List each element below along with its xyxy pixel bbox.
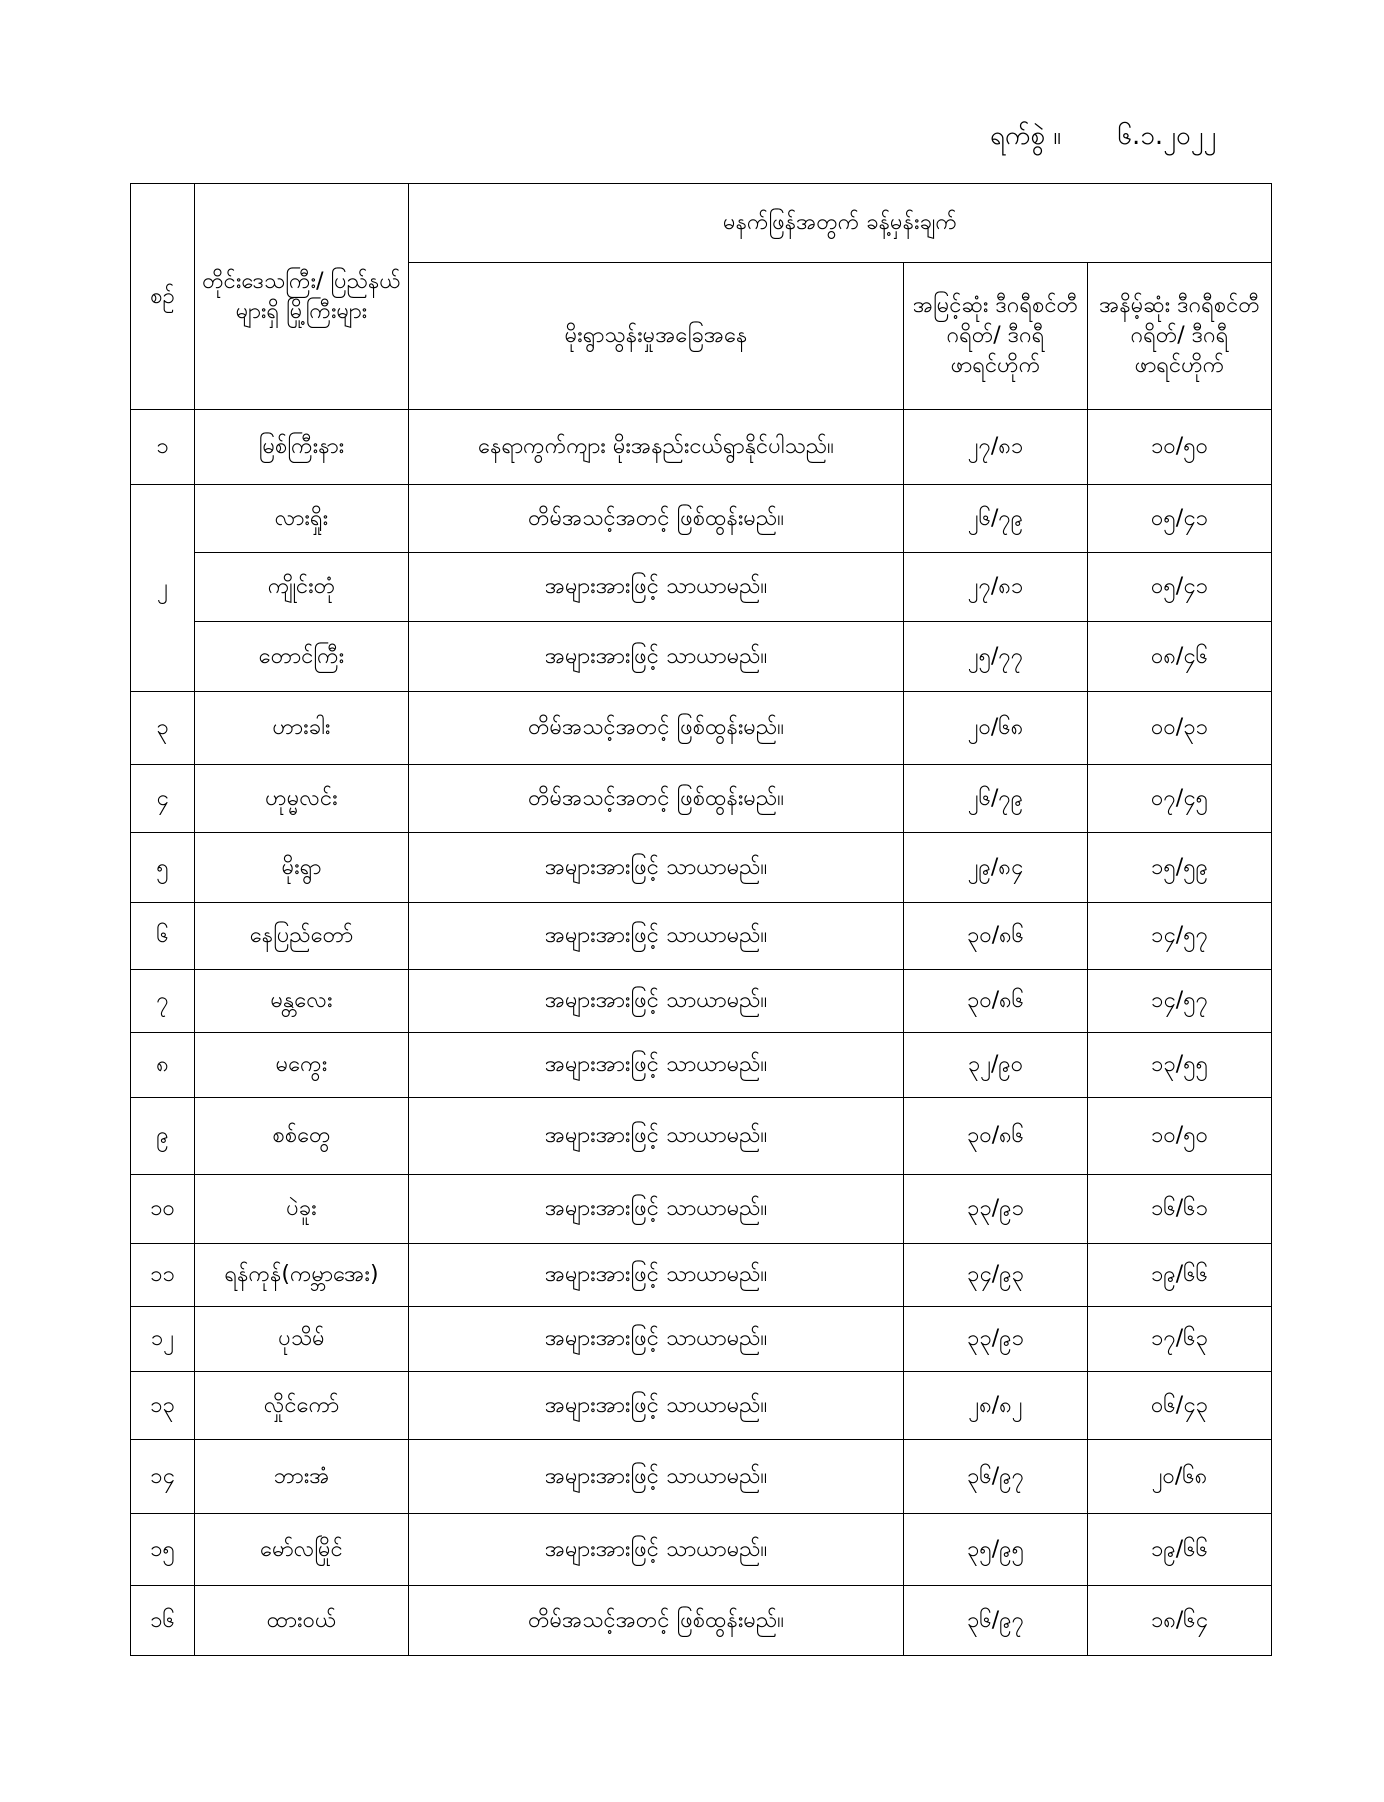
table-row <box>131 833 1272 903</box>
cell-max-temp: ၃၀/၈၆ <box>904 903 1088 970</box>
cell-max-temp: ၃၃/၉၁ <box>904 1307 1088 1372</box>
cell-min-temp: ၁၀/၅၀ <box>1088 410 1272 485</box>
cell-serial: ၁ <box>131 410 195 485</box>
cell-serial: ၈ <box>131 1033 195 1098</box>
cell-condition: အများအားဖြင့် သာယာမည်။ <box>409 622 904 692</box>
cell-max-temp: ၃၀/၈၆ <box>904 1098 1088 1175</box>
forecast-table <box>130 183 1272 1656</box>
table-row <box>131 410 1272 485</box>
cell-city: ရန်ကုန်(ကမ္ဘာအေး) <box>195 1244 409 1307</box>
cell-condition: တိမ်အသင့်အတင့် ဖြစ်ထွန်းမည်။ <box>409 1586 904 1656</box>
cell-city: ကျိုင်းတုံ <box>195 553 409 622</box>
cell-condition: တိမ်အသင့်အတင့် ဖြစ်ထွန်းမည်။ <box>409 485 904 553</box>
cell-city: ဟုမ္မလင်း <box>195 765 409 833</box>
forecast-table-body <box>131 410 1272 1656</box>
cell-max-temp: ၂၉/၈၄ <box>904 833 1088 903</box>
cell-min-temp: ၁၃/၅၅ <box>1088 1033 1272 1098</box>
cell-city: လားရှိုး <box>195 485 409 553</box>
table-row <box>131 622 1272 692</box>
cell-serial: ၁၄ <box>131 1440 195 1514</box>
cell-serial: ၆ <box>131 903 195 970</box>
cell-serial: ၅ <box>131 833 195 903</box>
table-row <box>131 1514 1272 1586</box>
cell-condition: အများအားဖြင့် သာယာမည်။ <box>409 1372 904 1440</box>
cell-city: မိုးရွာ <box>195 833 409 903</box>
cell-min-temp: ၀၇/၄၅ <box>1088 765 1272 833</box>
cell-max-temp: ၃၄/၉၃ <box>904 1244 1088 1307</box>
cell-city: မြစ်ကြီးနား <box>195 410 409 485</box>
cell-serial: ၁၂ <box>131 1307 195 1372</box>
table-row <box>131 765 1272 833</box>
cell-serial: ၁၆ <box>131 1586 195 1656</box>
table-row <box>131 903 1272 970</box>
cell-serial: ၉ <box>131 1098 195 1175</box>
col-header-max-temp: အမြင့်ဆုံး ဒီဂရီစင်တီဂရိတ်/ ဒီဂရီဖာရင်ဟိုက် <box>904 263 1088 410</box>
cell-city: ဘားအံ <box>195 1440 409 1514</box>
cell-min-temp: ၁၄/၅၇ <box>1088 970 1272 1033</box>
col-header-condition: မိုးရွာသွန်းမှုအခြေအနေ <box>409 263 904 410</box>
cell-max-temp: ၂၅/၇၇ <box>904 622 1088 692</box>
cell-condition: အများအားဖြင့် သာယာမည်။ <box>409 903 904 970</box>
table-row <box>131 692 1272 765</box>
cell-condition: အများအားဖြင့် သာယာမည်။ <box>409 1307 904 1372</box>
cell-min-temp: ၂၀/၆၈ <box>1088 1440 1272 1514</box>
cell-min-temp: ၀၆/၄၃ <box>1088 1372 1272 1440</box>
cell-city: စစ်တွေ <box>195 1098 409 1175</box>
cell-min-temp: ၁၉/၆၆ <box>1088 1244 1272 1307</box>
cell-min-temp: ၀၀/၃၁ <box>1088 692 1272 765</box>
cell-condition: အများအားဖြင့် သာယာမည်။ <box>409 1514 904 1586</box>
cell-condition: တိမ်အသင့်အတင့် ဖြစ်ထွန်းမည်။ <box>409 692 904 765</box>
cell-serial: ၃ <box>131 692 195 765</box>
table-row <box>131 1440 1272 1514</box>
cell-min-temp: ၁၅/၅၉ <box>1088 833 1272 903</box>
cell-max-temp: ၃၅/၉၅ <box>904 1514 1088 1586</box>
cell-max-temp: ၂၇/၈၁ <box>904 553 1088 622</box>
cell-serial: ၂ <box>131 485 195 692</box>
cell-condition: အများအားဖြင့် သာယာမည်။ <box>409 1244 904 1307</box>
cell-city: ထားဝယ် <box>195 1586 409 1656</box>
cell-city: ပုသိမ် <box>195 1307 409 1372</box>
cell-max-temp: ၃၀/၈၆ <box>904 970 1088 1033</box>
cell-min-temp: ၀၈/၄၆ <box>1088 622 1272 692</box>
cell-min-temp: ၁၀/၅၀ <box>1088 1098 1272 1175</box>
cell-city: လှိုင်ကော် <box>195 1372 409 1440</box>
table-row <box>131 1586 1272 1656</box>
date-value: ၆.၁.၂၀၂၂ <box>1117 121 1217 151</box>
table-row <box>131 553 1272 622</box>
table-row <box>131 1244 1272 1307</box>
cell-condition: အများအားဖြင့် သာယာမည်။ <box>409 970 904 1033</box>
cell-min-temp: ၀၅/၄၁ <box>1088 485 1272 553</box>
table-row <box>131 1033 1272 1098</box>
cell-condition: အများအားဖြင့် သာယာမည်။ <box>409 553 904 622</box>
cell-max-temp: ၂၈/၈၂ <box>904 1372 1088 1440</box>
cell-city: တောင်ကြီး <box>195 622 409 692</box>
table-row <box>131 970 1272 1033</box>
cell-city: မကွေး <box>195 1033 409 1098</box>
cell-min-temp: ၁၉/၆၆ <box>1088 1514 1272 1586</box>
cell-min-temp: ၁၈/၆၄ <box>1088 1586 1272 1656</box>
table-row <box>131 1175 1272 1244</box>
cell-condition: အများအားဖြင့် သာယာမည်။ <box>409 833 904 903</box>
col-header-min-temp: အနိမ့်ဆုံး ဒီဂရီစင်တီဂရိတ်/ ဒီဂရီဖာရင်ဟိုက် <box>1088 263 1272 410</box>
col-header-city: တိုင်းဒေသကြီး/ ပြည်နယ်များရှိ မြို့ကြီးများ <box>195 184 409 410</box>
table-row <box>131 485 1272 553</box>
cell-serial: ၇ <box>131 970 195 1033</box>
cell-max-temp: ၂၆/၇၉ <box>904 485 1088 553</box>
cell-condition: တိမ်အသင့်အတင့် ဖြစ်ထွန်းမည်။ <box>409 765 904 833</box>
cell-min-temp: ၁၇/၆၃ <box>1088 1307 1272 1372</box>
cell-serial: ၁၅ <box>131 1514 195 1586</box>
cell-city: မော်လမြိုင် <box>195 1514 409 1586</box>
cell-condition: အများအားဖြင့် သာယာမည်။ <box>409 1175 904 1244</box>
cell-city: ပဲခူး <box>195 1175 409 1244</box>
cell-serial: ၁၃ <box>131 1372 195 1440</box>
cell-condition: နေရာကွက်ကျား မိုးအနည်းငယ်ရွာနိုင်ပါသည်။ <box>409 410 904 485</box>
cell-max-temp: ၃၆/၉၇ <box>904 1440 1088 1514</box>
cell-city: ဟားခါး <box>195 692 409 765</box>
cell-serial: ၄ <box>131 765 195 833</box>
cell-serial: ၁၁ <box>131 1244 195 1307</box>
col-header-forecast-group: မနက်ဖြန်အတွက် ခန့်မှန်းချက် <box>409 184 1272 263</box>
date-line <box>990 118 1216 157</box>
cell-max-temp: ၂၇/၈၁ <box>904 410 1088 485</box>
cell-min-temp: ၀၅/၄၁ <box>1088 553 1272 622</box>
cell-condition: အများအားဖြင့် သာယာမည်။ <box>409 1098 904 1175</box>
cell-max-temp: ၃၆/၉၇ <box>904 1586 1088 1656</box>
cell-serial: ၁၀ <box>131 1175 195 1244</box>
cell-max-temp: ၃၂/၉၀ <box>904 1033 1088 1098</box>
cell-max-temp: ၂၆/၇၉ <box>904 765 1088 833</box>
col-header-serial: စဉ် <box>131 184 195 410</box>
cell-max-temp: ၃၃/၉၁ <box>904 1175 1088 1244</box>
cell-condition: အများအားဖြင့် သာယာမည်။ <box>409 1440 904 1514</box>
table-row <box>131 1372 1272 1440</box>
cell-city: မန္တလေး <box>195 970 409 1033</box>
cell-max-temp: ၂၀/၆၈ <box>904 692 1088 765</box>
table-row <box>131 1307 1272 1372</box>
date-label: ရက်စွဲ ။ <box>990 121 1062 151</box>
table-row <box>131 1098 1272 1175</box>
cell-min-temp: ၁၄/၅၇ <box>1088 903 1272 970</box>
cell-city: နေပြည်တော် <box>195 903 409 970</box>
cell-condition: အများအားဖြင့် သာယာမည်။ <box>409 1033 904 1098</box>
cell-min-temp: ၁၆/၆၁ <box>1088 1175 1272 1244</box>
